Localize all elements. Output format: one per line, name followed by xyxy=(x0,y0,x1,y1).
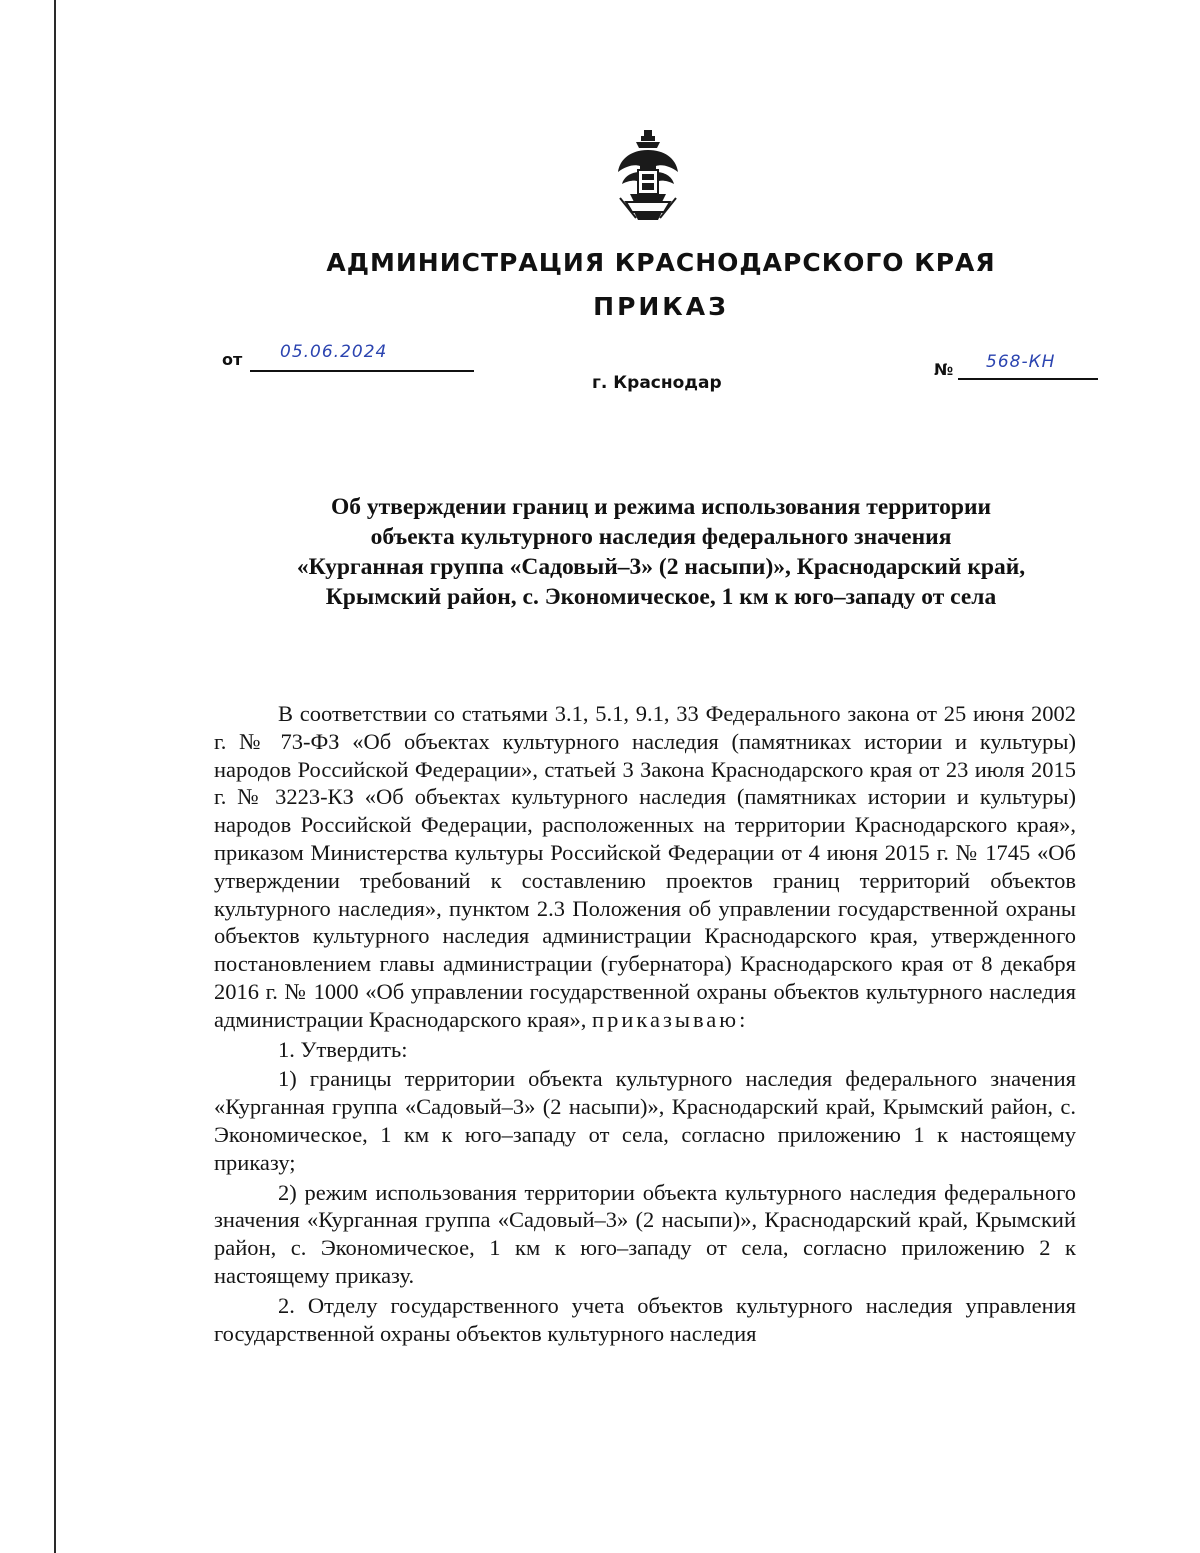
order-word: приказываю: xyxy=(592,1006,749,1032)
title-line: «Курганная группа «Садовый–3» (2 насыпи)», Краснодарский край, xyxy=(296,554,1026,580)
document-title xyxy=(200,492,1122,612)
number-label: № xyxy=(934,360,954,379)
coat-of-arms-emblem xyxy=(614,128,682,222)
agency-name: АДМИНИСТРАЦИЯ КРАСНОДАРСКОГО КРАЯ xyxy=(326,248,996,277)
item-1-2: 2) режим использования территории объекта культурного наследия федерального значения «Курганная группа «Садовый–3» (2 насыпи)», Краснодарский край, Крымский район, с. Экономическое, 1 км к юго–западу от села, согласно приложению 2 к настоящему приказу. xyxy=(214,1179,1076,1288)
date-field: 05.06.2024 xyxy=(250,342,474,372)
preamble-text: В соответствии со статьями 3.1, 5.1, 9.1, 33 Федерального закона от 25 июня 2002 г. № 73-ФЗ «Об объектах культурного наследия (памятниках истории и культуры) народов Российской Федерации», статьей 3 Закона Краснодарского края от 23 июля 2015 г. № 3223-КЗ «Об объектах культурного наследия (памятниках истории и культуры) народов Российской Федерации, расположенных на территории Краснодарского края», приказом Министерства культуры Российской Федерации от 4 июня 2015 г. № 1745 «Об утверждении требований к составлению проектов границ территорий объектов культурного наследия», пунктом 2.3 Положения об управлении государственной охраны объектов культурного наследия администрации Краснодарского края, утвержденного постановлением главы администрации (губернатора) Краснодарского края от 8 декабря 2016 г. № 1000 «Об управлении государственной охраны объектов культурного наследия администрации Краснодарского края», xyxy=(214,701,1076,1032)
document-type: ПРИКАЗ xyxy=(593,292,729,321)
number-field: 568-КН xyxy=(958,352,1098,380)
preamble-paragraph xyxy=(214,700,1076,1034)
item-1-1: 1) границы территории объекта культурного наследия федерального значения «Курганная группа «Садовый–3» (2 насыпи)», Краснодарский край, Крымский район, с. Экономическое, 1 км к юго–западу от села, согласно приложению 1 к настоящему приказу; xyxy=(214,1066,1076,1175)
item-1: 1. Утвердить: xyxy=(278,1036,408,1062)
title-line: Крымский район, с. Экономическое, 1 км к юго–западу от села xyxy=(325,584,997,610)
city-name: г. Краснодар xyxy=(592,373,722,393)
document-body xyxy=(214,700,1076,1349)
date-label: от xyxy=(222,350,243,369)
title-line: объекта культурного наследия федерального значения xyxy=(370,524,952,550)
title-line: Об утверждении границ и режима использования территории xyxy=(330,494,992,520)
item-2: 2. Отделу государственного учета объектов культурного наследия управления государственной охраны объектов культурного наследия xyxy=(214,1292,1076,1346)
scan-edge-line xyxy=(54,0,56,1553)
